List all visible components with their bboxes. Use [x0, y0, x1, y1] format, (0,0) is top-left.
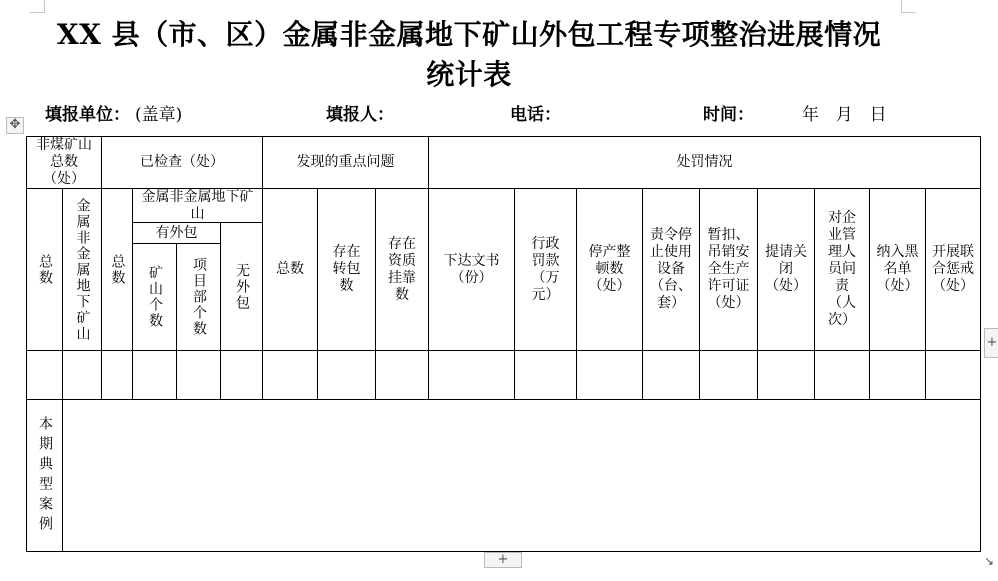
col-metal-sub: 金属非金属地下矿山 [132, 188, 263, 223]
header-key-problems: 发现的重点问题 [262, 136, 429, 189]
date-value: 年 月 日 [802, 105, 889, 125]
data-cell[interactable] [576, 350, 643, 400]
col-checked-total: 总数 [101, 188, 133, 351]
time-label: 时间： [703, 105, 754, 125]
statistics-table [26, 136, 981, 552]
col-joint-punishment: 开展联合惩戒（处） [925, 188, 981, 351]
header-penalty: 处罚情况 [428, 136, 981, 189]
data-cell[interactable] [262, 350, 318, 400]
col-close: 提请关闭（处） [757, 188, 815, 351]
add-row-button[interactable]: + [484, 552, 522, 568]
table-resize-icon[interactable]: ↘ [983, 554, 995, 568]
col-blacklist: 纳入黑名单（处） [869, 188, 926, 351]
col-fine: 行政罚款（万元） [514, 188, 577, 351]
filler-label: 填报人： [326, 105, 394, 125]
header-checked: 已检查（处） [101, 136, 263, 189]
col-outsourced: 有外包 [132, 222, 221, 244]
data-cell[interactable] [514, 350, 577, 400]
unit-seal-note: (盖章) [135, 105, 183, 125]
page-corner-mark [901, 0, 916, 13]
col-suspend: 停产整顿数（处） [576, 188, 643, 351]
col-metal-mines: 金属非金属地下矿山 [62, 188, 102, 351]
col-stop-equipment: 责令停止使用设备（台、套） [642, 188, 700, 351]
table-move-icon[interactable]: ✥ [6, 117, 24, 134]
data-cell[interactable] [317, 350, 376, 400]
data-cell[interactable] [428, 350, 515, 400]
data-cell[interactable] [176, 350, 221, 400]
col-license: 暂扣、吊销安全生产许可证（处） [699, 188, 758, 351]
data-cell[interactable] [62, 350, 102, 400]
data-cell[interactable] [814, 350, 870, 400]
add-column-button[interactable]: + [984, 328, 998, 358]
data-cell[interactable] [699, 350, 758, 400]
data-cell[interactable] [375, 350, 429, 400]
header-mine-total: 非煤矿山总数（处） [26, 136, 102, 189]
cases-label: 本期典型案例 [26, 399, 63, 552]
col-total: 总数 [26, 188, 63, 351]
col-project-count: 项目部个数 [176, 243, 221, 351]
col-subcontract: 存在转包数 [317, 188, 376, 351]
cases-content[interactable] [62, 399, 981, 552]
data-cell[interactable] [26, 350, 63, 400]
col-accountable: 对企业管理人员问责（人次） [814, 188, 870, 351]
col-docs: 下达文书（份） [428, 188, 515, 351]
col-mine-count: 矿山个数 [132, 243, 177, 351]
phone-label: 电话： [510, 105, 561, 125]
document-subtitle: 统计表 [426, 58, 512, 91]
data-cell[interactable] [220, 350, 263, 400]
data-cell[interactable] [101, 350, 133, 400]
col-no-outsource: 无外包 [220, 222, 263, 351]
col-affiliation: 存在资质挂靠数 [375, 188, 429, 351]
page-corner-mark [30, 0, 45, 13]
data-cell[interactable] [925, 350, 981, 400]
unit-label: 填报单位： [45, 105, 130, 125]
data-cell[interactable] [869, 350, 926, 400]
data-cell[interactable] [132, 350, 177, 400]
data-cell[interactable] [642, 350, 700, 400]
data-cell[interactable] [757, 350, 815, 400]
col-problem-total: 总数 [262, 188, 318, 351]
document-title: XX 县（市、区）金属非金属地下矿山外包工程专项整治进展情况 [56, 18, 882, 51]
